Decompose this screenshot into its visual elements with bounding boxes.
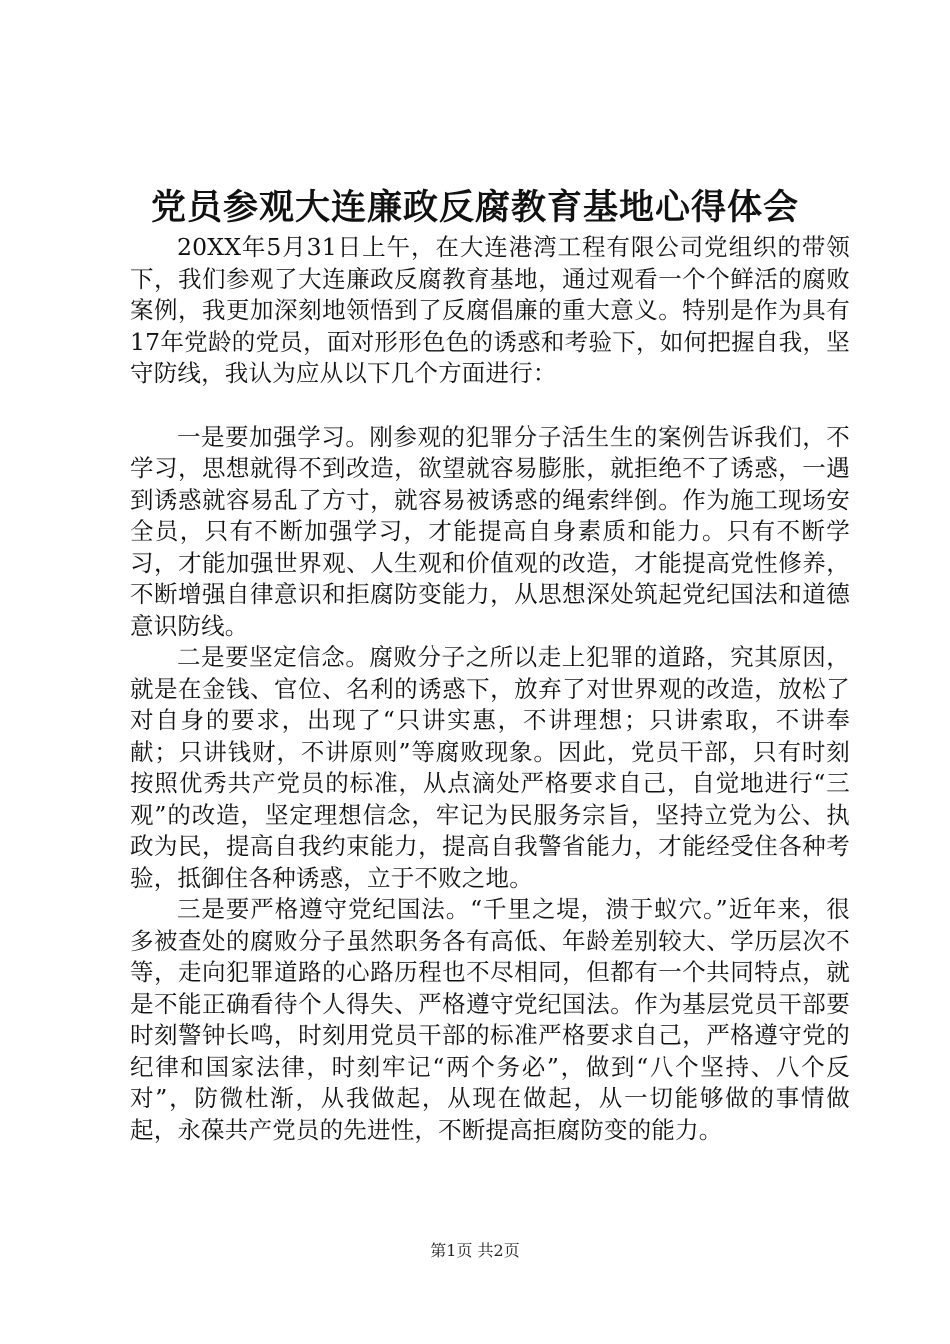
paragraph-point-three: 三是要严格遵守党纪国法。“千里之堤，溃于蚁穴。”近年来，很多被查处的腐败分子虽然职务各有高低、年龄差别较大、学历层次不等，走向犯罪道路的心路历程也不尽相同，但都有一个共同特点，就是不能正确看待个人得失、严格遵守党纪国法。作为基层党员干部要时刻警钟长鸣，时刻用党员干部的标准严格要求自己，严格遵守党的纪律和国家法律，时刻牢记“两个务必”，做到“八个坚持、八个反对”，防微杜渐，从我做起，从现在做起，从一切能够做的事情做起，永葆共产党员的先进性，不断提高拒腐防变的能力。	[130, 895, 850, 1144]
paragraph-point-two: 二是要坚定信念。腐败分子之所以走上犯罪的道路，究其原因，就是在金钱、官位、名利的诱惑下，放弃了对世界观的改造，放松了对自身的要求，出现了“只讲实惠，不讲理想；只讲索取，不讲奉献；只讲钱财，不讲原则”等腐败现象。因此，党员干部，只有时刻按照优秀共产党员的标准，从点滴处严格要求自己，自觉地进行“三观”的改造，坚定理想信念，牢记为民服务宗旨，坚持立党为公、执政为民，提高自我约束能力，提高自我警省能力，才能经受住各种考验，抵御住各种诱惑，立于不败之地。	[130, 643, 850, 892]
paragraph-spacer	[130, 390, 850, 422]
page-number-footer: 第1页 共2页	[430, 1241, 520, 1260]
paragraph-point-one: 一是要加强学习。刚参观的犯罪分子活生生的案例告诉我们，不学习，思想就得不到改造，欲望就容易膨胀，就拒绝不了诱惑，一遇到诱惑就容易乱了方寸，就容易被诱惑的绳索绊倒。作为施工现场安全员，只有不断加强学习，才能提高自身素质和能力。只有不断学习，才能加强世界观、人生观和价值观的改造，才能提高党性修养，不断增强自律意识和拒腐防变能力，从思想深处筑起党纪国法和道德意识防线。	[130, 422, 850, 640]
paragraph-intro: 20XX年5月31日上午，在大连港湾工程有限公司党组织的带领下，我们参观了大连廉政反腐教育基地，通过观看一个个鲜活的腐败案例，我更加深刻地领悟到了反腐倡廉的重大意义。特别是作为具有17年党龄的党员，面对形形色色的诱惑和考验下，如何把握自我，坚守防线，我认为应从以下几个方面进行：	[130, 233, 850, 387]
document-body	[130, 232, 850, 1146]
page-title: 党员参观大连廉政反腐教育基地心得体会	[150, 187, 799, 228]
